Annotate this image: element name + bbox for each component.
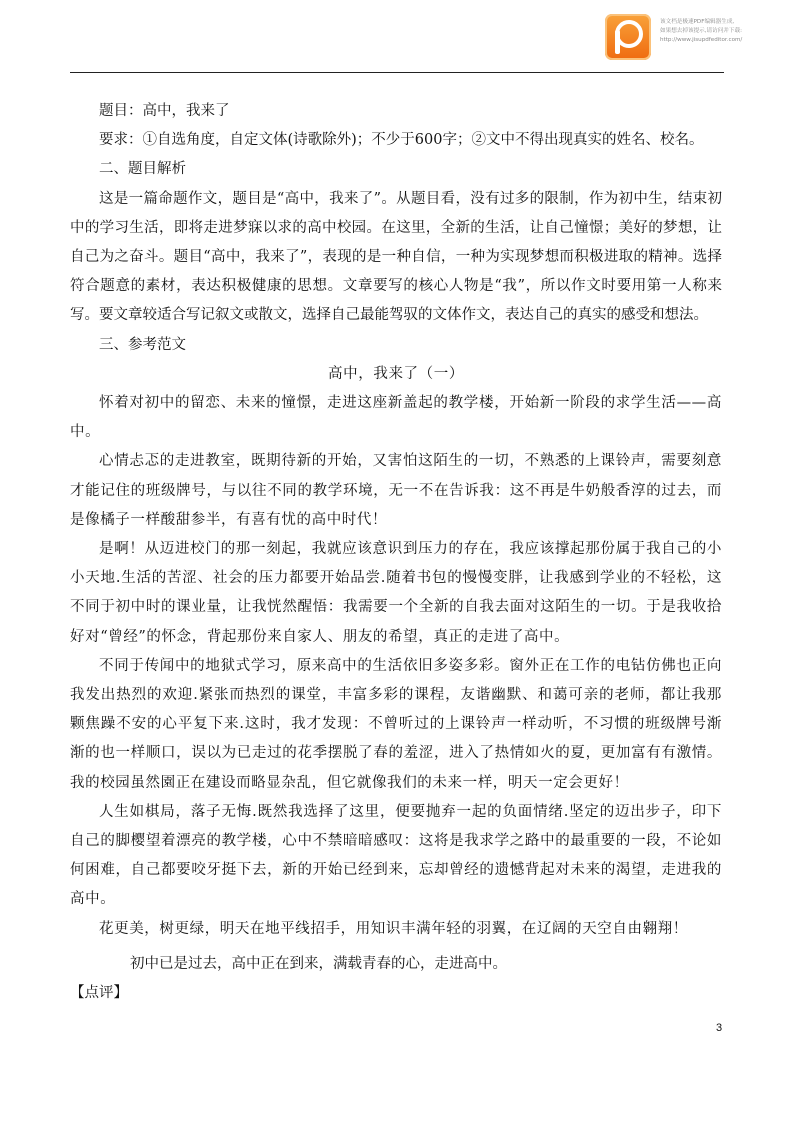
- pdf-logo-icon: [605, 14, 651, 60]
- section-heading: 三、参考范文: [99, 336, 186, 353]
- watermark-line: 如果想去掉该提示,请访问并下载:: [660, 28, 742, 34]
- essay-paragraph: 花更美，树更绿，明天在地平线招手，用知识丰满年轻的羽翼，在辽阔的天空自由翱翔！: [99, 920, 688, 937]
- watermark-text: [660, 18, 780, 45]
- watermark-line: 该文档是极速PDF编辑器生成,: [660, 19, 735, 25]
- essay-paragraph: 心情忐忑的走进教室，既期待新的开始，又害怕这陌生的一切，不熟悉的上课铃声，需要刻意才能记住的班级牌号，与以往不同的教学环境，无一不在告诉我：这不再是牛奶般香淳的过去，而是像橘子一样酸甜参半，有喜有忧的高中时代！: [70, 453, 722, 528]
- section-heading: 二、题目解析: [99, 161, 186, 178]
- topic-line: 题目：高中，我来了: [99, 103, 230, 119]
- document-body: [70, 97, 722, 1008]
- essay-paragraph: 人生如棋局，落子无悔.既然我选择了这里，便要抛弃一起的负面情绪.坚定的迈出步子，印下自己的脚樱望着漂亮的教学楼，心中不禁暗暗感叹：这将是我求学之路中的最重要的一段，不论如何困难，自己都要咬牙挺下去，新的开始已经到来，忘却曾经的遗憾背起对未来的渴望，走进我的高中。: [70, 803, 722, 908]
- essay-title: 高中，我来了（一）: [328, 365, 464, 382]
- essay-paragraph: 不同于传闻中的地狱式学习，原来高中的生活依旧多姿多彩。窗外正在工作的电钻仿佛也正向我发出热烈的欢迎.紧张而热烈的课堂，丰富多彩的课程，友谐幽默、和蔼可亲的老师，都让我那颗焦躁不安的心平复下来.这时，我才发现：不曾听过的上课铃声一样动听，不习惯的班级牌号渐渐的也一样顺口，误以为已走过的花季摆脱了春的羞涩，进入了热情如火的夏，更加富有有激情。我的校园虽然園正在建设而略显杂乱，但它就像我们的未来一样，明天一定会更好！: [70, 657, 722, 791]
- requirements-line: 要求：①自选角度，自定文体(诗歌除外)；不少于600字；②文中不得出现真实的姓名、校名。: [99, 132, 704, 149]
- header-rule: [70, 72, 724, 73]
- closing-line: 初中已是过去，高中正在到来，满载青春的心，走进高中。: [130, 955, 507, 972]
- logo-stem: [615, 30, 620, 54]
- watermark-link[interactable]: http://www.jisupdfeditor.com/: [660, 37, 743, 43]
- comment-label: 【点评】: [70, 985, 128, 1002]
- essay-paragraph: 是啊！从迈进校门的那一刻起，我就应该意识到压力的存在，我应该撑起那份属于我自己的小小天地.生活的苦涩、社会的压力都要开始品尝.随着书包的慢慢变胖，让我感到学业的不轻松，这不同于初中时的课业量，让我恍然醒悟：我需要一个全新的自我去面对这陌生的一切。于是我收拾好对“曾经”的怀念，背起那份来自家人、朋友的希望，真正的走进了高中。: [70, 541, 722, 645]
- essay-paragraph: 怀着对初中的留恋、未来的憧憬，走进这座新盖起的教学楼，开始新一阶段的求学生活——高中。: [70, 395, 722, 441]
- page-number: 3: [716, 1022, 723, 1034]
- analysis-paragraph: 这是一篇命题作文，题目是“高中，我来了”。从题目看，没有过多的限制，作为初中生，结束初中的学习生活，即将走进梦寐以求的高中校园。在这里，全新的生活，让自己憧憬；美好的梦想，让自己为之奋斗。题目“高中，我来了”，表现的是一种自信，一种为实现梦想而积极进取的精神。选择符合题意的素材，表达积极健康的思想。文章要写的核心人物是“我”，所以作文时要用第一人称来写。要文章较适合写记叙文或散文，选择自己最能驾驭的文体作文，表达自己的真实的感受和想法。: [70, 190, 722, 324]
